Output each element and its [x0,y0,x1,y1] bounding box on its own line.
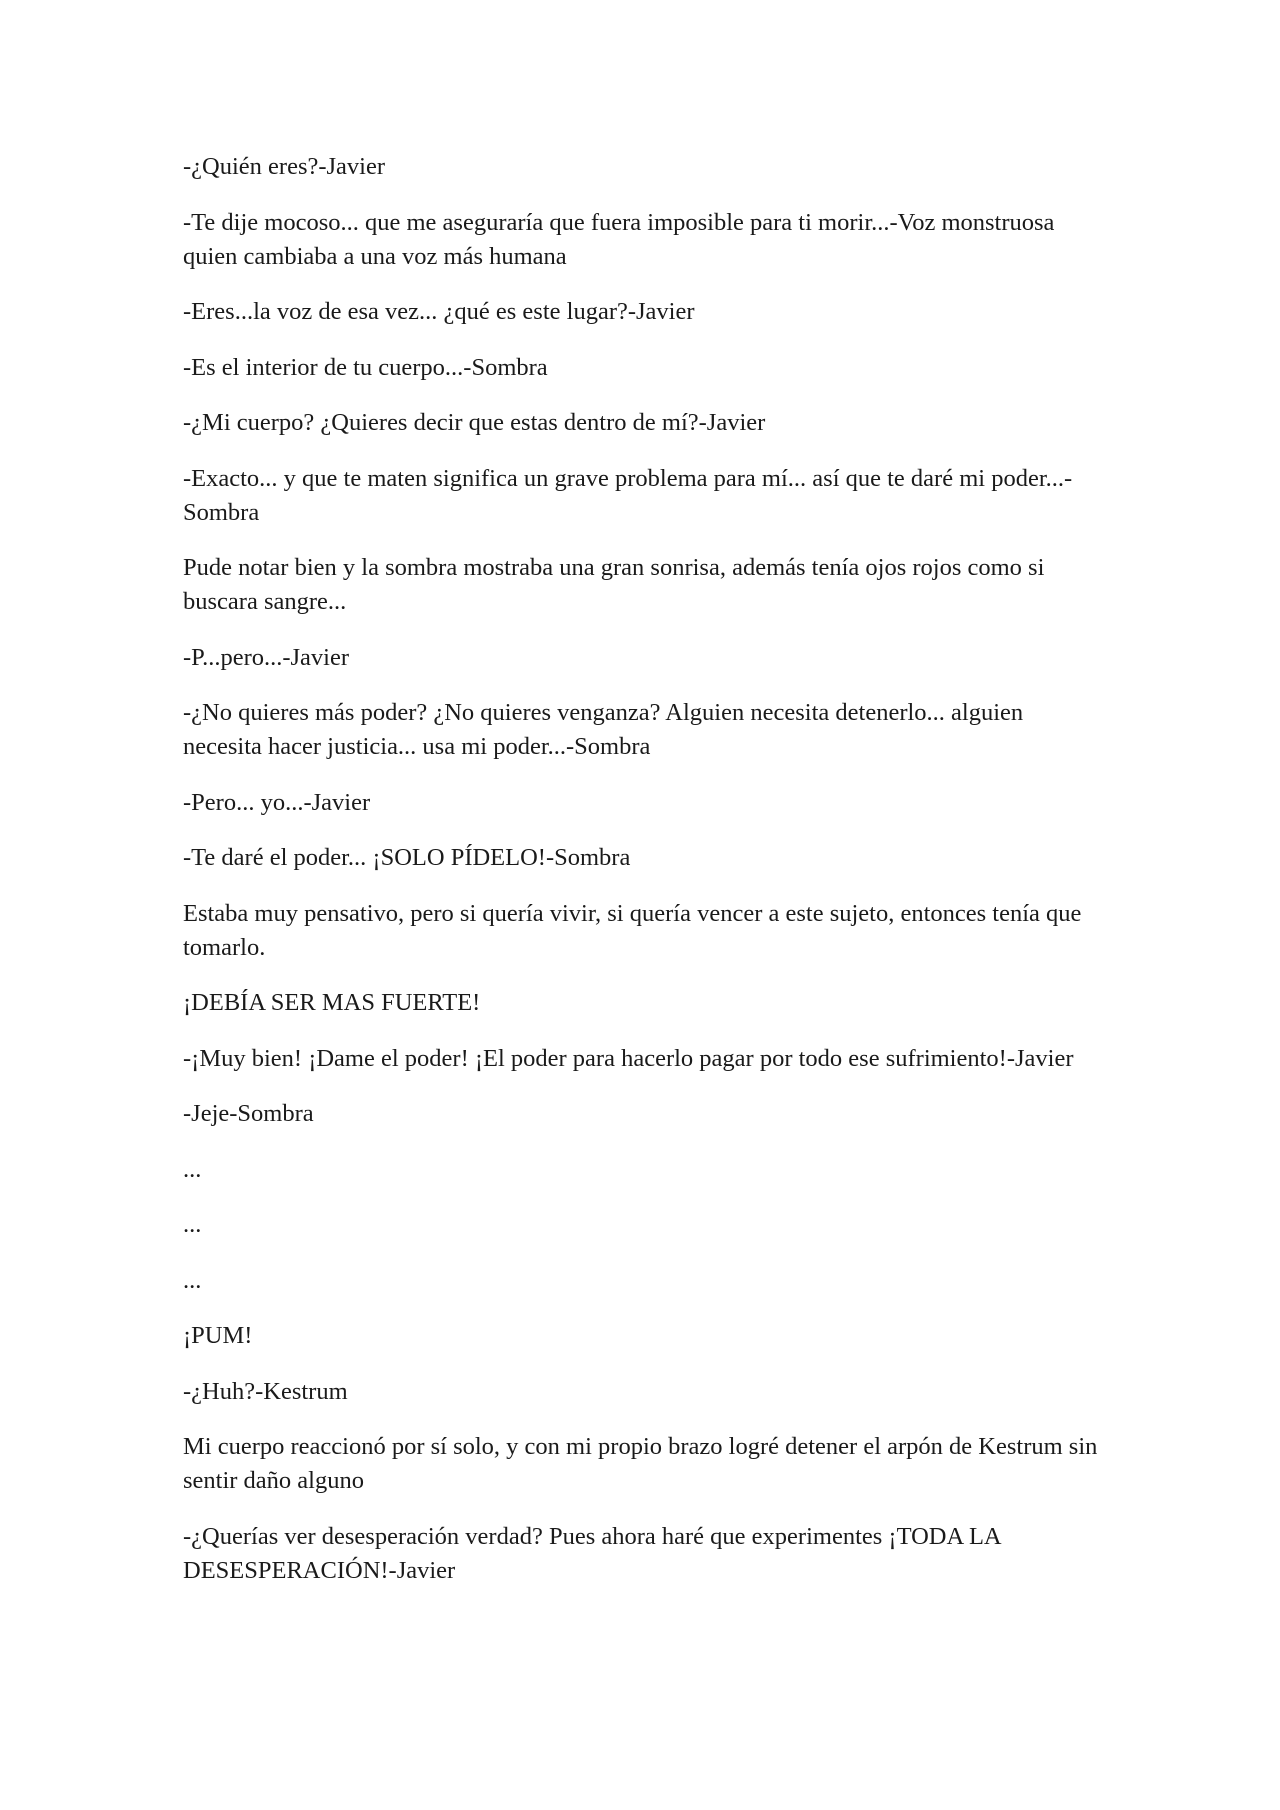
paragraph: -Exacto... y que te maten significa un grave problema para mí... así que te daré mi poder...-Sombra [183,464,1073,526]
paragraph: -¡Muy bien! ¡Dame el poder! ¡El poder para hacerlo pagar por todo ese sufrimiento!-Javier [183,1044,1074,1072]
paragraph: -Eres...la voz de esa vez... ¿qué es este lugar?-Javier [183,298,695,325]
story-text [183,150,1103,1609]
paragraph: -Te dije mocoso... que me aseguraría que fuera imposible para ti morir...-Voz monstruosa quien cambiaba a una voz más humana [183,208,1055,270]
paragraph: Mi cuerpo reaccionó por sí solo, y con mi propio brazo logré detener el arpón de Kestrum sin sentir daño alguno [183,1433,1098,1494]
ellipsis-line: ... [183,1211,202,1238]
paragraph: -¿No quieres más poder? ¿No quieres venganza? Alguien necesita detenerlo... alguien necesita hacer justicia... usa mi poder...-Sombra [183,699,1024,760]
paragraph: ¡DEBÍA SER MAS FUERTE! [183,989,481,1016]
paragraph: ¡PUM! [183,1322,253,1349]
paragraph: -Te daré el poder... ¡SOLO PÍDELO!-Sombra [183,844,631,871]
paragraph: Pude notar bien y la sombra mostraba una gran sonrisa, además tenía ojos rojos como si buscara sangre... [183,554,1045,615]
paragraph: Estaba muy pensativo, pero si quería vivir, si quería vencer a este sujeto, entonces tenía que tomarlo. [183,899,1082,961]
paragraph: -Es el interior de tu cuerpo...-Sombra [183,353,548,381]
paragraph: -Jeje-Sombra [183,1100,314,1127]
paragraph: -¿Querías ver desesperación verdad? Pues ahora haré que experimentes ¡TODA LA DESESPERACIÓN!-Javier [183,1522,1001,1584]
paragraph: -Pero... yo...-Javier [183,788,371,816]
paragraph: -P...pero...-Javier [183,643,350,671]
paragraph: -¿Huh?-Kestrum [183,1377,348,1405]
ellipsis-line: ... [183,1155,202,1183]
paragraph: -¿Mi cuerpo? ¿Quieres decir que estas dentro de mí?-Javier [183,409,766,436]
paragraph: -¿Quién eres?-Javier [183,153,386,180]
ellipsis-line: ... [183,1266,202,1294]
